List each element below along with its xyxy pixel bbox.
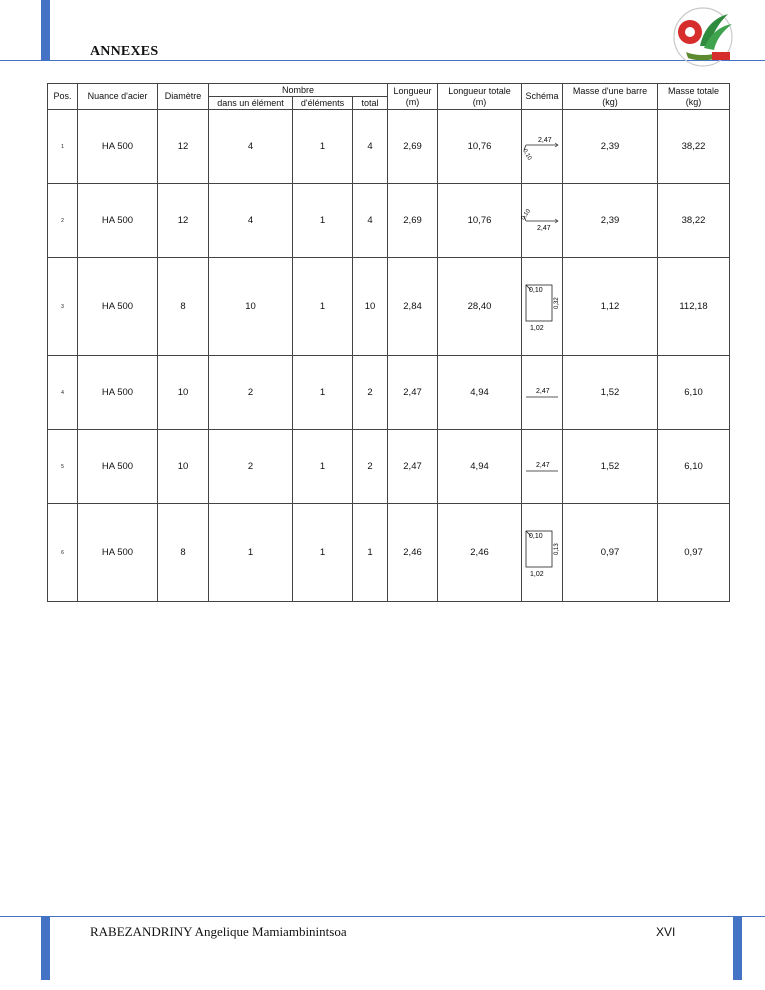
- schema-hook-label: 0,10: [520, 207, 533, 221]
- page-title: ANNEXES: [90, 44, 159, 59]
- cell-longueur: 2,47: [388, 356, 438, 430]
- cell-masse-barre: 1,12: [563, 258, 658, 356]
- bar-schema-hook-icon: [522, 132, 562, 162]
- schema-length-label: 2,47: [536, 387, 550, 395]
- cell-total: 1: [353, 504, 388, 602]
- cell-nuance: HA 500: [78, 430, 158, 504]
- cell-diametre: 12: [158, 184, 209, 258]
- header-nombre-total: total: [353, 97, 388, 110]
- cell-elements: 1: [293, 430, 353, 504]
- cell-pos: 2: [48, 184, 78, 258]
- cell-elements: 1: [293, 110, 353, 184]
- cell-dans: 1: [209, 504, 293, 602]
- cell-masse-totale: 112,18: [658, 258, 730, 356]
- cell-nuance: HA 500: [78, 110, 158, 184]
- cell-diametre: 12: [158, 110, 209, 184]
- cell-masse-totale: 6,10: [658, 430, 730, 504]
- header-nombre: Nombre: [209, 84, 388, 97]
- cell-nuance: HA 500: [78, 258, 158, 356]
- cell-longueur-totale: 2,46: [438, 504, 522, 602]
- header-longueur-unit: (m): [405, 96, 420, 107]
- header-longueur-label: Longueur: [393, 85, 432, 96]
- cell-dans: 2: [209, 430, 293, 504]
- header-masse-barre-unit: (kg): [602, 96, 618, 107]
- header-diametre: Diamètre: [158, 84, 209, 110]
- cell-masse-barre: 0,97: [563, 504, 658, 602]
- header-masse-totale-label: Masse totale: [668, 85, 720, 96]
- cell-longueur-totale: 10,76: [438, 184, 522, 258]
- cell-pos: 5: [48, 430, 78, 504]
- header-nuance: Nuance d'acier: [78, 84, 158, 110]
- schema-length-label: 2,47: [536, 461, 550, 469]
- cell-longueur: 2,69: [388, 184, 438, 258]
- cell-longueur-totale: 4,94: [438, 356, 522, 430]
- header-masse-barre: [563, 84, 658, 110]
- cell-diametre: 8: [158, 258, 209, 356]
- header-pos: Pos.: [48, 84, 78, 110]
- cell-masse-barre: 2,39: [563, 184, 658, 258]
- cell-masse-totale: 38,22: [658, 110, 730, 184]
- cell-masse-totale: 38,22: [658, 184, 730, 258]
- header-longueur-totale-unit: (m): [472, 96, 487, 107]
- cell-dans: 10: [209, 258, 293, 356]
- header-masse-barre-label: Masse d'une barre: [572, 85, 648, 96]
- cell-masse-barre: 1,52: [563, 430, 658, 504]
- header-longueur-totale-label: Longueur totale: [448, 85, 511, 96]
- cell-nuance: HA 500: [78, 356, 158, 430]
- cell-schema: [522, 356, 563, 430]
- header-masse-totale: [658, 84, 730, 110]
- header-accent-bar: [41, 0, 50, 60]
- table-row: [48, 184, 730, 258]
- table-row: [48, 110, 730, 184]
- cell-dans: 4: [209, 184, 293, 258]
- cell-total: 2: [353, 430, 388, 504]
- cell-masse-totale: 6,10: [658, 356, 730, 430]
- bar-schema-straight-icon: [522, 383, 562, 403]
- schema-hook-label: 0,10: [529, 532, 543, 540]
- schema-height-label: 0,13: [554, 542, 561, 555]
- footer-author: RABEZANDRINY Angelique Mamiambinintsoa: [90, 924, 347, 939]
- header-nombre-elements: d'éléments: [293, 97, 353, 110]
- cell-schema: [522, 430, 563, 504]
- cell-elements: 1: [293, 504, 353, 602]
- cell-schema: [522, 258, 563, 356]
- bar-schema-stirrup-icon: [522, 281, 562, 333]
- cell-nuance: HA 500: [78, 504, 158, 602]
- bar-schema-hook-icon: [522, 206, 562, 236]
- schema-length-label: 2,47: [538, 136, 552, 144]
- bar-schema-stirrup-icon: [522, 527, 562, 579]
- cell-masse-totale: 0,97: [658, 504, 730, 602]
- cell-longueur: 2,47: [388, 430, 438, 504]
- cell-pos: 6: [48, 504, 78, 602]
- cell-total: 2: [353, 356, 388, 430]
- cell-dans: 4: [209, 110, 293, 184]
- header-schema: Schéma: [522, 84, 563, 110]
- footer-accent-bar-right: [733, 916, 742, 980]
- table-row: [48, 504, 730, 602]
- cell-schema: [522, 504, 563, 602]
- cell-elements: 1: [293, 356, 353, 430]
- footer-accent-bar-left: [41, 916, 50, 980]
- cell-pos: 3: [48, 258, 78, 356]
- cell-longueur-totale: 4,94: [438, 430, 522, 504]
- header-longueur-totale: [438, 84, 522, 110]
- schema-width-label: 1,02: [530, 570, 544, 578]
- cell-longueur: 2,69: [388, 110, 438, 184]
- cell-nuance: HA 500: [78, 184, 158, 258]
- cell-total: 4: [353, 110, 388, 184]
- table-row: [48, 258, 730, 356]
- cell-longueur-totale: 10,76: [438, 110, 522, 184]
- table-row: [48, 430, 730, 504]
- cell-elements: 1: [293, 258, 353, 356]
- page-number: XVI: [656, 925, 676, 939]
- footer-rule: [0, 916, 765, 917]
- schema-length-label: 2,47: [537, 224, 551, 232]
- cell-schema: [522, 110, 563, 184]
- table-row: [48, 356, 730, 430]
- reinforcement-table: [47, 83, 730, 602]
- cell-total: 4: [353, 184, 388, 258]
- cell-elements: 1: [293, 184, 353, 258]
- cell-pos: 1: [48, 110, 78, 184]
- cell-longueur-totale: 28,40: [438, 258, 522, 356]
- cell-schema: [522, 184, 563, 258]
- header-rule: [0, 60, 765, 61]
- cell-dans: 2: [209, 356, 293, 430]
- cell-diametre: 10: [158, 430, 209, 504]
- cell-longueur: 2,84: [388, 258, 438, 356]
- cell-diametre: 10: [158, 356, 209, 430]
- cell-masse-barre: 1,52: [563, 356, 658, 430]
- header-nombre-dans: dans un élément: [209, 97, 293, 110]
- schema-width-label: 1,02: [530, 324, 544, 332]
- header-masse-totale-unit: (kg): [685, 96, 702, 107]
- cell-pos: 4: [48, 356, 78, 430]
- cell-diametre: 8: [158, 504, 209, 602]
- schema-hook-label: 0,10: [521, 147, 533, 161]
- cell-total: 10: [353, 258, 388, 356]
- schema-hook-label: 0,10: [529, 286, 543, 294]
- university-emblem-icon: [666, 6, 740, 68]
- bar-schema-straight-icon: [522, 457, 562, 477]
- header-longueur: [388, 84, 438, 110]
- cell-masse-barre: 2,39: [563, 110, 658, 184]
- schema-height-label: 0,32: [554, 296, 561, 309]
- cell-longueur: 2,46: [388, 504, 438, 602]
